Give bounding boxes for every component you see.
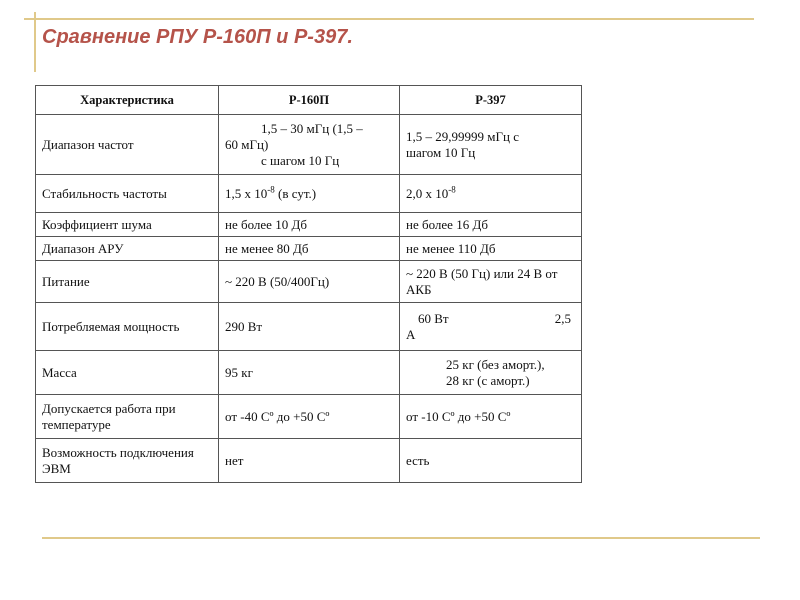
cell-r160p: не более 10 Дб <box>219 213 400 237</box>
cell-r397: 2,0 х $10^{-8}$ <box>400 175 582 213</box>
table-row <box>36 303 582 351</box>
row-label: Коэффициент шума <box>36 213 219 237</box>
cell-r160p: ~ 220 В (50/400Гц) <box>219 261 400 303</box>
cell-r397: не менее 110 Дб <box>400 237 582 261</box>
cell-r160p: не менее 80 Дб <box>219 237 400 261</box>
cell-r397: 60 Вт 2,5 А <box>400 303 582 351</box>
cell-r397: от -10 Сº до +50 Сº <box>400 395 582 439</box>
cell-r397: 25 кг (без аморт.), 28 кг (с аморт.) <box>400 351 582 395</box>
cell-r160p: 1,5 – 30 мГц (1,5 – 60 мГц) с шагом 10 Гц <box>219 115 400 175</box>
slide-title: Сравнение РПУ Р-160П и Р-397. <box>42 26 353 48</box>
row-label: Возможность подключения ЭВМ <box>36 439 219 483</box>
cell-r160p: от -40 Сº до +50 Сº <box>219 395 400 439</box>
table-row <box>36 351 582 395</box>
top-decorative-rule <box>24 18 754 20</box>
row-label: Масса <box>36 351 219 395</box>
cell-r397: есть <box>400 439 582 483</box>
table-row <box>36 261 582 303</box>
header-characteristic: Характеристика <box>36 86 219 115</box>
table-row <box>36 439 582 483</box>
row-label: Диапазон АРУ <box>36 237 219 261</box>
table-row <box>36 115 582 175</box>
header-r397: Р-397 <box>400 86 582 115</box>
row-label: Потребляемая мощность <box>36 303 219 351</box>
cell-r160p: 95 кг <box>219 351 400 395</box>
cell-r397: не более 16 Дб <box>400 213 582 237</box>
cell-r397: ~ 220 В (50 Гц) или 24 В от АКБ <box>400 261 582 303</box>
bottom-decorative-rule <box>42 537 760 539</box>
table-row <box>36 395 582 439</box>
table-row <box>36 213 582 237</box>
row-label: Питание <box>36 261 219 303</box>
left-decorative-rule <box>34 12 36 72</box>
table-row <box>36 175 582 213</box>
table-header-row <box>36 86 582 115</box>
row-label: Стабильность частоты <box>36 175 219 213</box>
row-label: Диапазон частот <box>36 115 219 175</box>
comparison-table <box>35 85 582 483</box>
cell-r160p: нет <box>219 439 400 483</box>
cell-r397: 1,5 – 29,99999 мГц с шагом 10 Гц <box>400 115 582 175</box>
cell-r160p: 290 Вт <box>219 303 400 351</box>
cell-r160p: 1,5 х $10^{-8}$ (в сут.) <box>219 175 400 213</box>
table-row <box>36 237 582 261</box>
header-r160p: Р-160П <box>219 86 400 115</box>
row-label: Допускается работа при температуре <box>36 395 219 439</box>
